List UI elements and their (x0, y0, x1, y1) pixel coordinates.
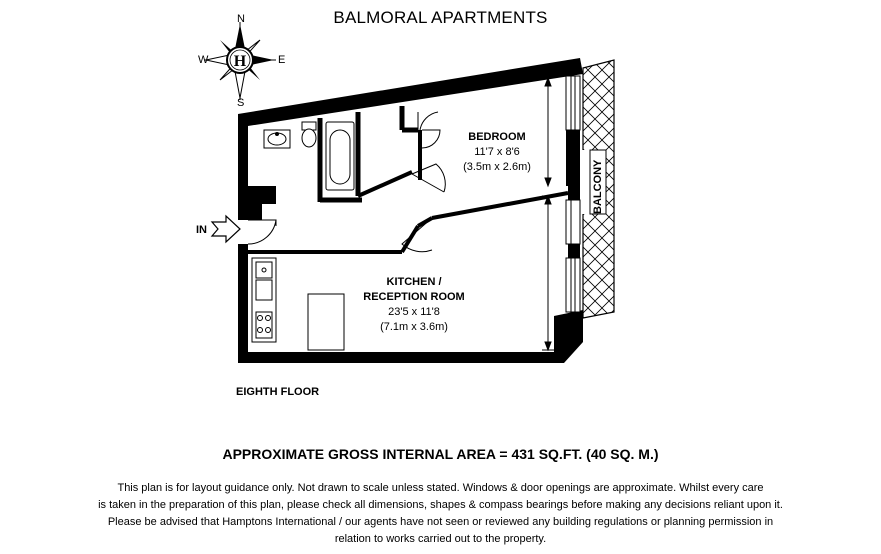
bedroom-imperial: 11'7 x 8'6 (474, 146, 520, 158)
balcony (580, 60, 614, 318)
bedroom-metric: (3.5m x 2.6m) (463, 161, 531, 173)
plan-title: BALMORAL APARTMENTS (333, 8, 548, 27)
bedroom-name: BEDROOM (468, 131, 526, 143)
kitchen-label (363, 276, 464, 333)
disclaimer (0, 480, 881, 548)
kitchen-imperial: 23'5 x 11'8 (388, 306, 440, 318)
entrance-label: IN (196, 224, 207, 236)
dimension-arrows (542, 78, 554, 350)
kitchen-name-2: RECEPTION ROOM (363, 291, 465, 303)
kitchen-metric: (7.1m x 3.6m) (380, 321, 448, 333)
gross-internal-area: APPROXIMATE GROSS INTERNAL AREA = 431 SQ.FT. (40 SQ. M.) (222, 446, 659, 462)
kitchen-name-1: KITCHEN / (386, 276, 442, 288)
compass-letter: H (233, 53, 247, 70)
disclaimer-line-4: relation to works carried out to the property. (334, 533, 547, 545)
compass-rose-icon (198, 13, 285, 109)
disclaimer-line-1: This plan is for layout guidance only. Not drawn to scale unless stated. Windows & door openings are approximate. Whilst every care (117, 482, 764, 494)
entrance-arrow-icon (212, 216, 240, 242)
balcony-label: BALCONY (592, 159, 604, 214)
svg-text:S: S (237, 97, 245, 109)
bathroom-fixtures (264, 122, 354, 190)
kitchen-fixtures (252, 258, 344, 350)
kitchen-island (308, 294, 344, 350)
svg-text:W: W (198, 54, 209, 66)
toilet-icon (302, 129, 316, 147)
svg-text:E: E (278, 54, 286, 66)
internal-walls (248, 106, 568, 252)
wall-segment (566, 130, 580, 186)
floor-label: EIGHTH FLOOR (236, 386, 320, 398)
disclaimer-line-3: Please be advised that Hamptons International / our agents have not seen or reviewed any building regulations or planning permission in (107, 516, 774, 528)
disclaimer-line-2: is taken in the preparation of this plan, please check all dimensions, shapes & compass bearings before making any decisions reliant upon it. (98, 499, 783, 511)
svg-text:N: N (237, 13, 245, 25)
bedroom-label (463, 131, 531, 173)
